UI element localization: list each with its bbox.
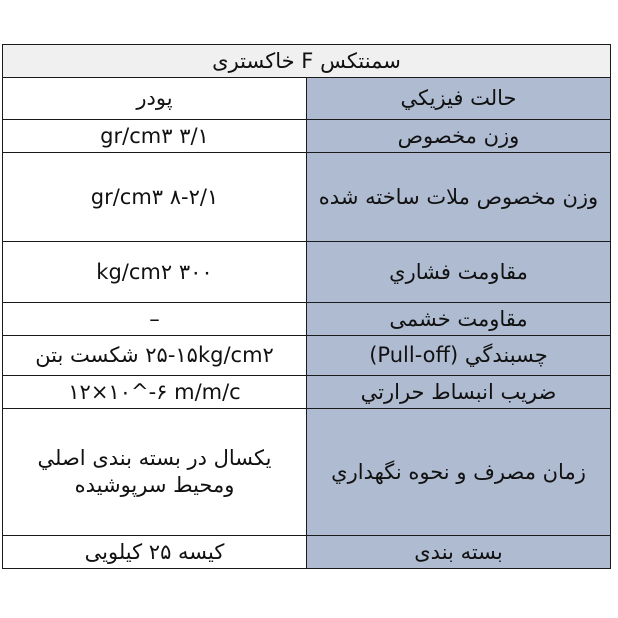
property-value: کیسه ۲۵ کیلویی [3,536,307,569]
property-value: پودر [3,78,307,120]
property-label: ضريب انبساط حرارتي [307,376,611,409]
table-title: سمنتکس F خاکستری [3,45,611,78]
table-row [3,376,611,409]
table-row [3,78,611,120]
property-label: وزن مخصوص ملات ساخته شده [307,153,611,242]
property-value: – [3,303,307,336]
property-label: حالت فيزيكي [307,78,611,120]
property-label: بسته بندی [307,536,611,569]
property-label: چسبندگي (Pull-off) [307,336,611,376]
property-value: ۱۲×۱۰^-۶ m/m/c [3,376,307,409]
table-row [3,153,611,242]
property-value: ۸-۲/۱ gr/cm۳ [3,153,307,242]
property-label: مقاومت خشمی [307,303,611,336]
property-value: ۳/۱ gr/cm۳ [3,120,307,153]
table-row [3,536,611,569]
property-label: مقاومت فشاري [307,242,611,303]
property-label: وزن مخصوص [307,120,611,153]
table-row [3,120,611,153]
table-row [3,409,611,536]
property-value: ۲۵-۱۵kg/cm۲ شکست بتن [3,336,307,376]
table-row [3,242,611,303]
spec-table [2,44,611,569]
table-row [3,303,611,336]
table-row [3,336,611,376]
property-value: ۳۰۰ kg/cm۲ [3,242,307,303]
property-value: يكسال در بسته بندی اصلي ومحيط سرپوشيده [3,409,307,536]
property-label: زمان مصرف و نحوه نگهداري [307,409,611,536]
table-title-row [3,45,611,78]
